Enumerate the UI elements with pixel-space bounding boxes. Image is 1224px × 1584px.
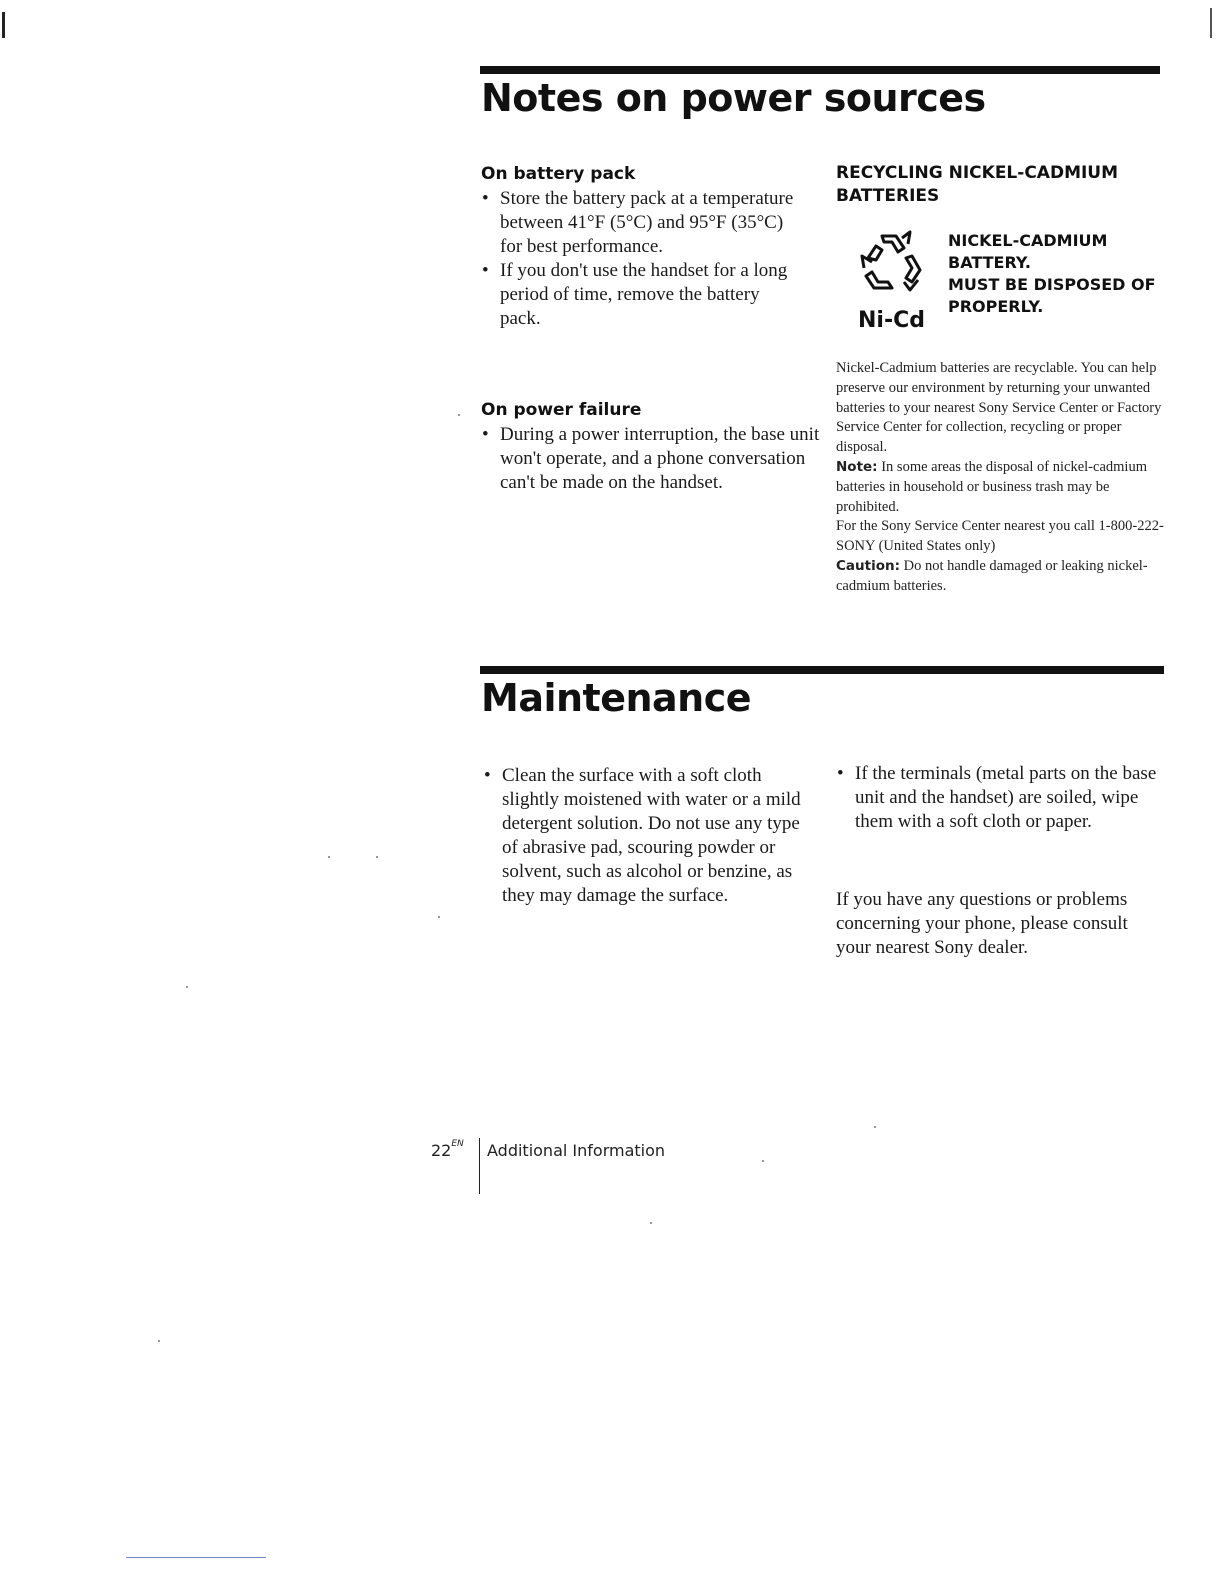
recycling-heading: RECYCLING NICKEL-CADMIUM BATTERIES [836, 163, 1119, 206]
warning-line: PROPERLY. [948, 297, 1044, 316]
scan-speck [438, 916, 440, 918]
warning-line: MUST BE DISPOSED OF [948, 275, 1156, 294]
recycling-note [836, 458, 1166, 517]
caution-text: Do not handle damaged or leaking nickel-cadmium batteries. [836, 557, 1148, 594]
scan-speck [328, 856, 330, 858]
questions-paragraph: If you have any questions or problems concerning your phone, please consult your nearest Sony dealer. [836, 889, 1128, 958]
scan-speck [186, 986, 188, 988]
page-number [431, 1141, 464, 1160]
warning-line: BATTERY. [948, 253, 1031, 272]
scan-speck [650, 1222, 652, 1224]
nicd-symbol-label: Ni-Cd [858, 308, 925, 333]
recycling-paragraph: Nickel-Cadmium batteries are recyclable. You can help preserve our environment by returning your unwanted batteries to your nearest Sony Service Center or Factory Service Center for collection, recycling or proper disposal. [836, 360, 1162, 456]
page-number-suffix: EN [451, 1139, 464, 1149]
note-text: In some areas the disposal of nickel-cadmium batteries in household or business trash may be prohibited. [836, 458, 1147, 515]
scan-speck [376, 856, 378, 858]
recycling-body [836, 359, 1166, 597]
battery-pack-list [481, 187, 801, 331]
notes-section-title: Notes on power sources [481, 76, 986, 120]
warning-line: NICKEL-CADMIUM [948, 231, 1108, 250]
recycle-icon [852, 228, 928, 294]
list-item: • Clean the surface with a soft cloth slightly moistened with water or a mild detergent solution. Do not use any type of abrasive pad, scouring powder or solvent, such as alcohol or benzine, as they may damage the surface. [483, 764, 813, 908]
maintenance-section-title: Maintenance [481, 676, 752, 720]
note-label: Note: [836, 458, 878, 475]
recycling-symbol-block [836, 226, 1156, 336]
maintenance-list-right [836, 762, 1166, 834]
scan-speck [458, 414, 460, 416]
power-failure-heading: On power failure [481, 400, 642, 420]
list-item: • Store the battery pack at a temperature between 41°F (5°C) and 95°F (35°C) for best performance. [481, 187, 801, 259]
caution-label: Caution: [836, 557, 900, 574]
footer-divider [479, 1138, 480, 1194]
list-item: • If you don't use the handset for a long period of time, remove the battery pack. [481, 259, 801, 331]
page-number-value: 22 [431, 1141, 452, 1160]
footer-section-name: Additional Information [487, 1141, 666, 1160]
section-rule-notes [480, 66, 1160, 74]
bottom-edge-line [126, 1557, 266, 1558]
battery-pack-heading: On battery pack [481, 164, 636, 184]
scan-edge-mark-right [1210, 8, 1212, 38]
recycling-caution [836, 557, 1166, 597]
list-item: • If the terminals (metal parts on the base unit and the handset) are soiled, wipe them with a soft cloth or paper. [836, 762, 1166, 834]
scan-speck [762, 1160, 764, 1162]
section-rule-maintenance [480, 666, 1164, 674]
maintenance-list-left [483, 764, 813, 908]
scan-speck [874, 1126, 876, 1128]
scan-speck [158, 1340, 160, 1342]
list-item: • During a power interruption, the base unit won't operate, and a phone conversation can't be made on the handset. [481, 423, 821, 495]
recycling-warning [948, 230, 1168, 318]
service-center-text: For the Sony Service Center nearest you call 1-800-222-SONY (United States only) [836, 518, 1164, 555]
scan-edge-mark-left [2, 12, 5, 38]
power-failure-list [481, 423, 821, 495]
